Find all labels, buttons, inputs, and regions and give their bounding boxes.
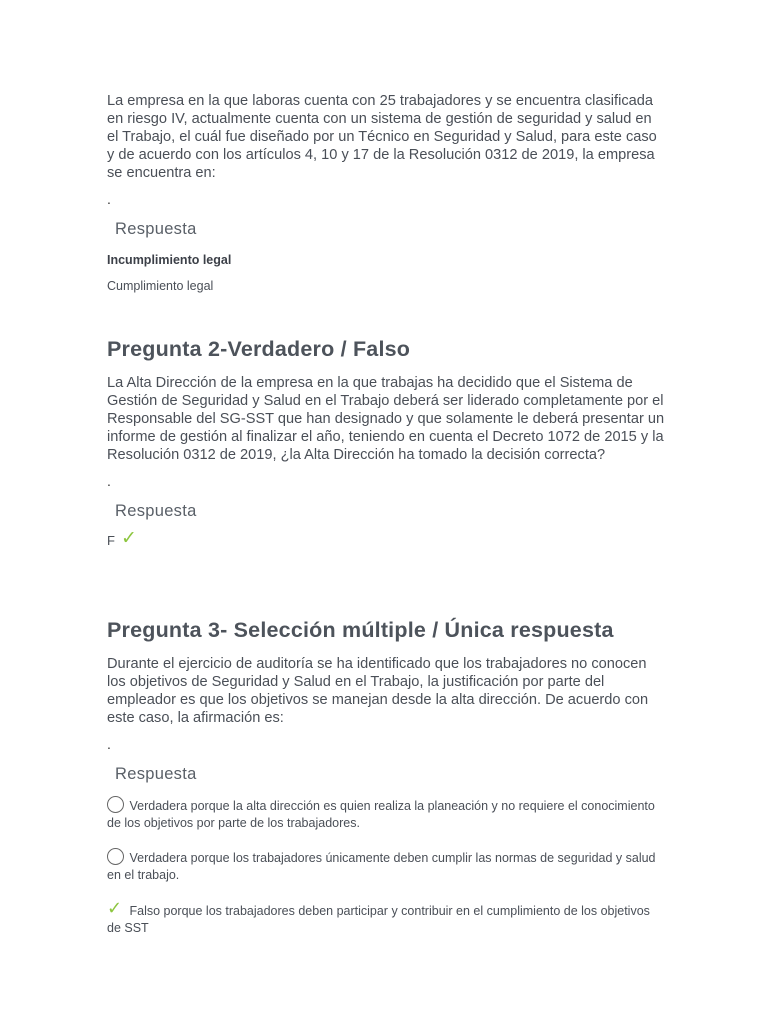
separator-dot: . [107,191,111,207]
question-2-text: La Alta Dirección de la empresa en la que trabajas ha decidido que el Sistema de Gestión de Seguridad y Salud en el Trabajo deberá ser liderado completamente por el Responsable del SG-SST que han designado y que solamente le deberá presentar un informe de gestión al finalizar el año, teniendo en cuenta el Decreto 1072 de 2015 y la Resolución 0312 de 2019, ¿la Alta Dirección ha tomado la decisión correcta? [107,375,665,463]
option-cumplimiento-legal[interactable]: Cumplimiento legal [107,279,214,293]
option-text: Verdadera porque la alta dirección es quien realiza la planeación y no requiere el conocimiento de los objetivos por parte de los trabajadores. [107,799,655,830]
option-verdadera-planeacion[interactable] [107,796,667,832]
checkmark-icon: ✓ [107,898,123,918]
radio-unselected-icon[interactable] [107,848,124,865]
option-text: Verdadera porque los trabajadores únicamente deben cumplir las normas de seguridad y salud en el trabajo. [107,851,656,882]
answer-false[interactable] [107,529,667,548]
question-3 [107,618,667,937]
separator-dot: . [107,736,111,752]
option-text: Falso porque los trabajadores deben participar y contribuir en el cumplimiento de los objetivos de SST [107,904,650,935]
response-label: Respuesta [115,220,197,238]
radio-unselected-icon[interactable] [107,796,124,813]
option-falso-participar[interactable] [107,900,667,937]
option-verdadera-normas[interactable] [107,848,667,884]
separator-dot: . [107,473,111,489]
question-1-text: La empresa en la que laboras cuenta con 25 trabajadores y se encuentra clasificada en riesgo IV, actualmente cuenta con un sistema de gestión de seguridad y salud en el Trabajo, el cuál fue diseñado por un Técnico en Seguridad y Salud, para este caso y de acuerdo con los artículos 4, 10 y 17 de la Resolución 0312 de 2019, la empresa se encuentra en: [107,93,657,181]
question-1 [107,92,667,293]
question-3-title: Pregunta 3- Selección múltiple / Única respuesta [107,618,614,642]
checkmark-icon: ✓ [120,528,137,549]
response-label: Respuesta [115,502,197,520]
option-incumplimiento-legal[interactable]: Incumplimiento legal [107,253,232,267]
question-2 [107,337,667,548]
question-2-title: Pregunta 2-Verdadero / Falso [107,337,411,361]
response-label: Respuesta [115,765,197,783]
question-3-text: Durante el ejercicio de auditoría se ha identificado que los trabajadores no conocen los objetivos de Seguridad y Salud en el Trabajo, la justificación por parte del empleador es que los objetivos se manejan desde la alta dirección. De acuerdo con este caso, la afirmación es: [107,656,649,726]
answer-value: F [107,533,115,548]
